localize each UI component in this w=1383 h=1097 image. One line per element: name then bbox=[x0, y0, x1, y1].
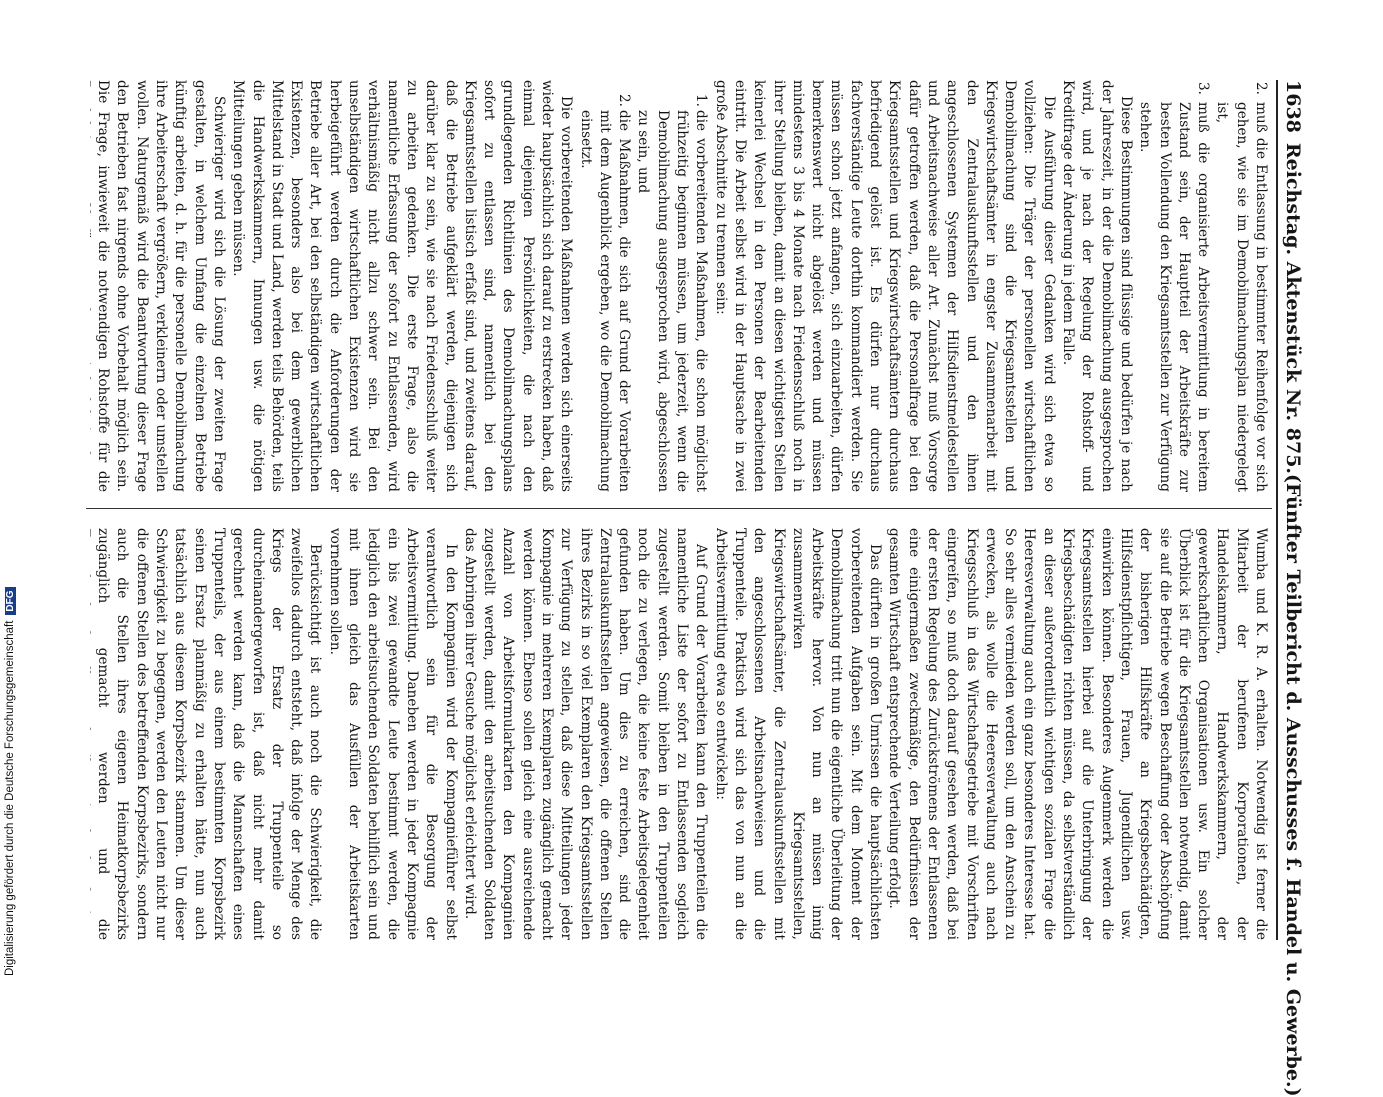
paragraph bbox=[460, 528, 711, 940]
paragraph bbox=[90, 528, 324, 940]
paragraph bbox=[633, 80, 710, 492]
paragraph bbox=[228, 80, 575, 492]
item-number: 2. bbox=[616, 94, 633, 107]
digitization-credit bbox=[0, 0, 30, 1000]
document-title: Reichstag. Aktenstück Nr. 875. bbox=[1282, 142, 1304, 475]
paragraph-text: Wumba und K. R. A. erhalten. Notwendig ist ferner die Mitarbeit der berufenen Korporationen, der Handelskammern, Handwerkskammern, der gewerkschaftlichen Organisationen usw. Ein solcher Überblick ist für die Kriegsamtsstellen notwendig, damit sie auf die Betriebe wegen Beschaffung oder Abschöpfung der bisherigen Hilfskräfte an Kriegsbeschädigten, Hilfsdienstpflichtigen, Frauen, Jugendlichen usw. einwirken können. Besonderes Augenmerk werden die Kriegsamtsstellen hierbei auf die Unterbringung der Kriegsbeschädigten richten müssen, da selbstverständlich an dieser außerordentlich wichtigen sozialen Frage die Heeresverwaltung auch ein ganz besonderes Interesse hat. So sehr alles vermieden werden soll, um den Anschein zu erwecken, als wolle die Heeresverwaltung auch nach Kriegsschluß in das Wirtschaftsgetriebe mit Vorschriften eingreifen, so muß doch darauf gesehen werden, daß bei der ersten Regelung des Zurückströmens der Entlassenen eine einigermaßen zweckmäßige, den Bedürfnissen der gesamten Wirtschaft entsprechende Verteilung erfolgt. bbox=[886, 528, 1269, 940]
left-column bbox=[90, 80, 1270, 492]
paragraph-text: Diese Bestimmungen sind flüssige und bedürfen je nach der Jahreszeit, in der die Demobilmachung ausgesprochen wird, und je nach der Regelung der Rohstoff- und Kreditfrage der Änderung in jedem Falle. bbox=[1060, 80, 1134, 492]
paragraph-text: Das dürften in großen Umrissen die hauptsächlichsten vorbereitenden Aufgaben sein. Mit dem Moment der Demobilmachung tritt nun die eigentliche Überleitung der Arbeitskräfte hervor. Von nun an müssen innig zusammenwirken Kriegsamtsstellen, Kriegswirtschaftsämter, die Zentralauskunftsstellen mit den angeschlossenen Arbeitsnachweisen und die Truppenteile. Praktisch wird sich das von nun an die Arbeitsvermittlung etwa so entwickeln: bbox=[712, 528, 884, 940]
credit-text bbox=[4, 587, 16, 976]
paragraph bbox=[90, 80, 228, 492]
paragraph bbox=[1212, 80, 1270, 492]
item-number: 3. bbox=[1195, 82, 1212, 95]
column-divider bbox=[86, 508, 1272, 509]
scanned-page bbox=[82, 80, 1308, 1097]
item-number: 1. bbox=[693, 94, 710, 107]
right-column bbox=[90, 528, 1270, 940]
paragraph-text: Berücksichtigt ist auch noch die Schwierigkeit, die zweifellos dadurch entsteht, daß infolge der Menge des Kriegs der Ersatz der Truppenteile so durcheinandergeworfen ist, daß nicht mehr damit gerechnet werden kann, daß die Mannschaften eines Truppenteils, der aus einem bestimmten Korpsbezirk seinen Ersatz planmäßig zu erhalten hätte, nun auch tatsächlich aus diesem Korpsbezirk stammen. Um dieser Schwierigkeit zu begegnen, werden den Leuten nicht nur die offenen Stellen des betreffenden Korpsbezirks, sondern auch die Stellen ihres eigenen Heimatkorpsbezirks zugänglich gemacht werden und die bbox=[95, 528, 324, 940]
item-number: 2. bbox=[1253, 82, 1269, 95]
credit-label: Digitalisierung gefördert durch die Deutsche Forschungsgemeinschaft bbox=[4, 620, 16, 976]
paragraph bbox=[710, 528, 884, 940]
dfg-logo: DFG bbox=[5, 587, 16, 614]
paragraph-text: die Maßnahmen, die sich auf Grund der Vorarbeiten mit dem Augenblick ergeben, wo die Demobilmachung einsetzt. bbox=[577, 110, 633, 492]
paragraph bbox=[575, 80, 633, 492]
page-header bbox=[1276, 80, 1308, 1097]
paragraph-text: muß die organisierte Arbeitsvermittlung in bereitem Zustand sein, der Hauptteil der Arbeitskräfte zur besten Vollendung den Kriegsamtsstellen zur Verfügung stehen. bbox=[1137, 102, 1212, 492]
paragraph-text: muß die Entlassung in bestimmter Reihenfolge vor sich gehen, wie sie im Demobilmachungsplan niedergelegt ist, bbox=[1214, 102, 1269, 492]
paragraph-text: In den Kompagnien wird der Kompagnieführer selbst verantwortlich sein für die Besorgung der Arbeitsvermittlung. Daneben werden in jeder Kompagnie ein bis zwei gewandte Leute bestimmt werden, die lediglich den arbeitsuchenden Soldaten behilflich sein und mit ihnen gleich das Ausfüllen der Arbeitskarten vornehmen sollen. bbox=[326, 528, 459, 940]
running-head: (Fünfter Teilbericht d. Ausschusses f. Handel u. Gewerbe.) bbox=[1282, 474, 1304, 1097]
paragraph bbox=[1058, 80, 1135, 492]
paragraph bbox=[324, 528, 459, 940]
paragraph-text: die vorbereitenden Maßnahmen, die schon möglichst frühzeitig beginnen müssen, um jederzeit, wenn die Demobilmachung ausgesprochen wird, abgeschlossen zu sein, und bbox=[635, 110, 710, 492]
paragraph-text: Auf Grund der Vorarbeiten kann den Truppenteilen die namentliche Liste der sofort zu Entlassenden sogleich zugestellt werden. Somit bleiben in den Truppenteilen noch die zu verlegen, die keine feste Arbeitsgelegenheit gefunden haben. Um dies zu erreichen, sind die Zentralauskunftsstellen angewiesen, die offenen Stellen ihres Bezirks in so viel Exemplaren den Kriegsamtsstellen zur Verfügung zu stellen, daß diese Mitteilungen jeder Kompagnie in mehreren Exemplaren zugänglich gemacht werden können. Ebenso sollen gleich eine ausreichende Anzahl von Arbeitsformularkarten den Kompagnien zugestellt werden, damit den arbeitsuchenden Soldaten das Anbringen ihrer Gesuche möglichst erleichtert wird. bbox=[461, 528, 710, 940]
paragraph-text: Die vorbereitenden Maßnahmen werden sich einerseits wieder hauptsächlich sich darauf zu erstrecken haben, daß einmal diejenigen Persönlichkeiten, die nach den grundlegenden Richtlinien des Demobilmachungsplans sofort zu entlassen sind, namentlich bei den Kriegsamtsstellen listisch erfaßt sind, und zweitens darauf, daß die Betriebe aufgeklärt werden, diejenigen sich darüber klar zu sein, wie sie nach Friedensschluß weiter zu arbeiten gedenken. Die erste Frage, also die namentliche Erfassung der sofort zu Entlassenden, wird verhältnismäßig nicht allzu schwer sein. Bei den unselbständigen wirtschaftlichen Existenzen wird sie herbeigeführt werden durch die Anforderungen der Betriebe aller Art, bei den selbständigen wirtschaftlichen Existenzen, besonders also bei dem gewerblichen Mittelstand in Stadt und Land, werden teils Behörden, teils die Handwerkskammern, Innungen usw. die nötigen Mitteilungen geben müssen. bbox=[230, 80, 575, 492]
paragraph-text: Die Ausführung dieser Gedanken wird sich etwa so vollziehen: Die Träger der personellen wirtschaftlichen Demobilmachung sind die Kriegsamtsstellen und Kriegswirtschaftsämter in engster Zusammenarbeit mit den Zentralauskunftsstellen und den ihnen angeschlossenen Systemen der Hilfsdienstmeldestellen und Arbeitsnachweise aller Art. Zunächst muß Vorsorge dafür getroffen werden, daß die Personalfrage bei den Kriegsamtsstellen und Kriegswirtschaftsämtern durchaus befriedigend gelöst ist. Es dürfen nur durchaus fachverständige Leute dorthin kommandiert werden. Sie müssen schon jetzt anfangen, sich einzuarbeiten, dürfen bemerkenswert nicht abgelöst werden und müssen mindestens 3 bis 4 Monate nach Friedensschluß noch in ihrer Stellung bleiben, damit an diesen wichtigsten Stellen keinerlei Wechsel in den Personen der Bearbeitenden eintritt. Die Arbeit selbst wird in der Hauptsache in zwei große Abschnitte zu trennen sein: bbox=[712, 80, 1057, 492]
paragraph bbox=[710, 80, 1057, 492]
paragraph-text: Schwieriger wird sich die Lösung der zweiten Frage gestalten, in welchem Umfang die einzelnen Betriebe künftig arbeiten, d. h. für die personelle Demobilmachung ihre Arbeiterschaft vergrößern, verkleinern oder umstellen wollen. Naturgemäß wird die Beantwortung dieser Frage den Betrieben fast nirgends ohne Vorbehalt möglich sein. Die Frage, inwieweit die notwendigen Rohstoffe für die bbox=[95, 80, 227, 492]
paragraph bbox=[884, 528, 1270, 940]
paragraph bbox=[1135, 80, 1212, 492]
page-number: 1638 bbox=[1282, 80, 1304, 133]
